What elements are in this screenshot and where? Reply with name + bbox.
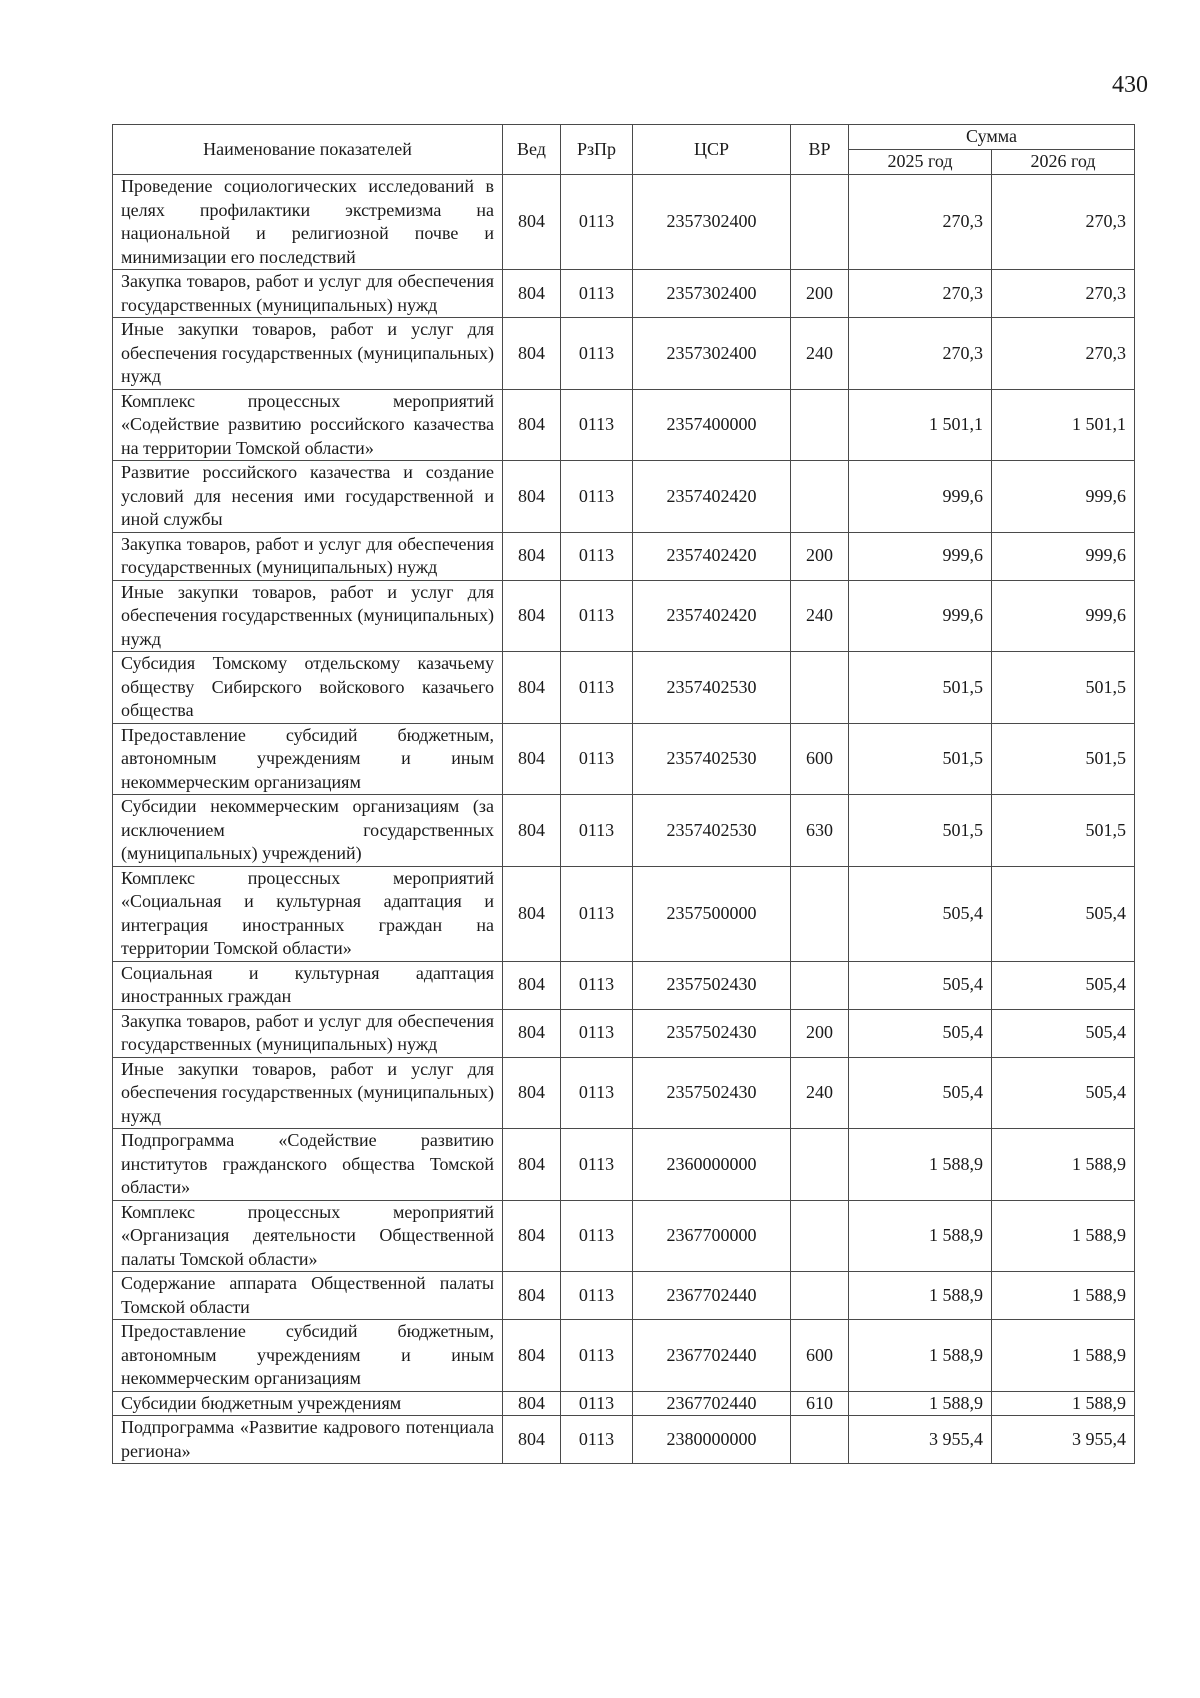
cell-rzpr: 0113	[561, 723, 633, 795]
cell-y2025: 505,4	[849, 1057, 992, 1129]
header-rzpr: РзПр	[561, 125, 633, 175]
cell-csr: 2367702440	[633, 1272, 791, 1320]
cell-name: Субсидия Томскому отдельскому казачьему обществу Сибирского войскового казачьего общества	[113, 652, 503, 724]
cell-rzpr: 0113	[561, 175, 633, 270]
cell-y2025: 3 955,4	[849, 1416, 992, 1464]
table-row	[113, 866, 1135, 961]
header-ved: Вед	[503, 125, 561, 175]
cell-vr: 200	[791, 532, 849, 580]
cell-rzpr: 0113	[561, 1057, 633, 1129]
cell-csr: 2357302400	[633, 175, 791, 270]
cell-ved: 804	[503, 652, 561, 724]
cell-vr	[791, 866, 849, 961]
cell-csr: 2357402530	[633, 652, 791, 724]
cell-name: Закупка товаров, работ и услуг для обеспечения государственных (муниципальных) нужд	[113, 1009, 503, 1057]
cell-vr: 200	[791, 270, 849, 318]
cell-y2025: 1 588,9	[849, 1320, 992, 1392]
cell-name: Закупка товаров, работ и услуг для обеспечения государственных (муниципальных) нужд	[113, 532, 503, 580]
cell-csr: 2367702440	[633, 1320, 791, 1392]
cell-name: Комплекс процессных мероприятий «Социальная и культурная адаптация и интеграция иностранных граждан на территории Томской области»	[113, 866, 503, 961]
cell-vr	[791, 961, 849, 1009]
cell-vr	[791, 1272, 849, 1320]
cell-y2025: 505,4	[849, 1009, 992, 1057]
cell-y2026: 999,6	[992, 580, 1135, 652]
header-vr: ВР	[791, 125, 849, 175]
cell-vr: 600	[791, 1320, 849, 1392]
cell-name: Иные закупки товаров, работ и услуг для обеспечения государственных (муниципальных) нужд	[113, 1057, 503, 1129]
cell-name: Закупка товаров, работ и услуг для обеспечения государственных (муниципальных) нужд	[113, 270, 503, 318]
cell-rzpr: 0113	[561, 1416, 633, 1464]
cell-rzpr: 0113	[561, 1200, 633, 1272]
cell-name: Иные закупки товаров, работ и услуг для обеспечения государственных (муниципальных) нужд	[113, 580, 503, 652]
header-year-2026: 2026 год	[992, 150, 1135, 175]
cell-csr: 2357302400	[633, 270, 791, 318]
cell-vr: 240	[791, 1057, 849, 1129]
cell-csr: 2380000000	[633, 1416, 791, 1464]
cell-vr	[791, 652, 849, 724]
table-body	[113, 175, 1135, 1464]
cell-rzpr: 0113	[561, 461, 633, 533]
cell-ved: 804	[503, 461, 561, 533]
cell-y2026: 1 588,9	[992, 1272, 1135, 1320]
cell-ved: 804	[503, 175, 561, 270]
cell-name: Предоставление субсидий бюджетным, автономным учреждениям и иным некоммерческим организациям	[113, 1320, 503, 1392]
cell-csr: 2357502430	[633, 1009, 791, 1057]
cell-csr: 2357402420	[633, 580, 791, 652]
cell-y2025: 1 588,9	[849, 1391, 992, 1416]
cell-y2025: 1 588,9	[849, 1129, 992, 1201]
cell-name: Иные закупки товаров, работ и услуг для обеспечения государственных (муниципальных) нужд	[113, 318, 503, 390]
cell-vr	[791, 1200, 849, 1272]
cell-y2026: 505,4	[992, 961, 1135, 1009]
cell-y2026: 1 588,9	[992, 1320, 1135, 1392]
cell-rzpr: 0113	[561, 961, 633, 1009]
cell-y2026: 999,6	[992, 532, 1135, 580]
table-row	[113, 270, 1135, 318]
cell-vr	[791, 1129, 849, 1201]
cell-y2025: 501,5	[849, 795, 992, 867]
table-row	[113, 1272, 1135, 1320]
cell-csr: 2357502430	[633, 1057, 791, 1129]
header-csr: ЦСР	[633, 125, 791, 175]
cell-rzpr: 0113	[561, 866, 633, 961]
cell-ved: 804	[503, 1057, 561, 1129]
cell-ved: 804	[503, 1391, 561, 1416]
cell-y2026: 501,5	[992, 652, 1135, 724]
page-number: 430	[1112, 72, 1148, 98]
budget-table	[112, 124, 1135, 1464]
cell-csr: 2357302400	[633, 318, 791, 390]
table-row	[113, 1009, 1135, 1057]
cell-rzpr: 0113	[561, 532, 633, 580]
cell-y2025: 999,6	[849, 461, 992, 533]
cell-ved: 804	[503, 1272, 561, 1320]
cell-rzpr: 0113	[561, 1272, 633, 1320]
cell-ved: 804	[503, 1129, 561, 1201]
cell-vr	[791, 389, 849, 461]
header-name: Наименование показателей	[113, 125, 503, 175]
cell-ved: 804	[503, 1009, 561, 1057]
cell-rzpr: 0113	[561, 652, 633, 724]
cell-rzpr: 0113	[561, 580, 633, 652]
cell-vr	[791, 175, 849, 270]
cell-y2026: 501,5	[992, 795, 1135, 867]
cell-vr: 240	[791, 318, 849, 390]
cell-csr: 2367702440	[633, 1391, 791, 1416]
cell-y2025: 505,4	[849, 866, 992, 961]
cell-csr: 2367700000	[633, 1200, 791, 1272]
header-year-2025: 2025 год	[849, 150, 992, 175]
table-row	[113, 318, 1135, 390]
table-row	[113, 723, 1135, 795]
cell-y2025: 270,3	[849, 318, 992, 390]
cell-rzpr: 0113	[561, 1391, 633, 1416]
cell-y2026: 1 588,9	[992, 1391, 1135, 1416]
cell-y2025: 1 501,1	[849, 389, 992, 461]
cell-y2026: 505,4	[992, 1057, 1135, 1129]
cell-y2026: 1 588,9	[992, 1200, 1135, 1272]
cell-csr: 2357502430	[633, 961, 791, 1009]
cell-y2025: 1 588,9	[849, 1272, 992, 1320]
cell-csr: 2357500000	[633, 866, 791, 961]
cell-rzpr: 0113	[561, 795, 633, 867]
header-sum: Сумма	[849, 125, 1135, 150]
cell-ved: 804	[503, 795, 561, 867]
cell-y2026: 3 955,4	[992, 1416, 1135, 1464]
cell-ved: 804	[503, 580, 561, 652]
cell-ved: 804	[503, 723, 561, 795]
cell-y2026: 501,5	[992, 723, 1135, 795]
table-row	[113, 580, 1135, 652]
cell-name: Субсидии некоммерческим организациям (за исключением государственных (муниципальных) учреждений)	[113, 795, 503, 867]
table-row	[113, 175, 1135, 270]
cell-y2025: 999,6	[849, 532, 992, 580]
cell-y2026: 270,3	[992, 318, 1135, 390]
cell-ved: 804	[503, 318, 561, 390]
cell-name: Подпрограмма «Развитие кадрового потенциала региона»	[113, 1416, 503, 1464]
cell-ved: 804	[503, 1320, 561, 1392]
cell-y2025: 501,5	[849, 652, 992, 724]
cell-csr: 2360000000	[633, 1129, 791, 1201]
cell-csr: 2357402530	[633, 795, 791, 867]
cell-name: Подпрограмма «Содействие развитию институтов гражданского общества Томской области»	[113, 1129, 503, 1201]
cell-y2025: 999,6	[849, 580, 992, 652]
cell-y2026: 1 588,9	[992, 1129, 1135, 1201]
table-row	[113, 1416, 1135, 1464]
cell-y2025: 505,4	[849, 961, 992, 1009]
table-row	[113, 532, 1135, 580]
cell-y2026: 999,6	[992, 461, 1135, 533]
table-row	[113, 389, 1135, 461]
table-row	[113, 461, 1135, 533]
table-row	[113, 1200, 1135, 1272]
cell-y2025: 501,5	[849, 723, 992, 795]
cell-rzpr: 0113	[561, 389, 633, 461]
cell-y2025: 270,3	[849, 270, 992, 318]
cell-ved: 804	[503, 1200, 561, 1272]
cell-ved: 804	[503, 961, 561, 1009]
cell-rzpr: 0113	[561, 318, 633, 390]
cell-name: Субсидии бюджетным учреждениям	[113, 1391, 503, 1416]
table-row	[113, 1129, 1135, 1201]
cell-csr: 2357402530	[633, 723, 791, 795]
table-row	[113, 961, 1135, 1009]
cell-y2026: 270,3	[992, 175, 1135, 270]
cell-ved: 804	[503, 532, 561, 580]
cell-y2026: 505,4	[992, 866, 1135, 961]
cell-y2025: 1 588,9	[849, 1200, 992, 1272]
cell-vr	[791, 461, 849, 533]
cell-csr: 2357402420	[633, 532, 791, 580]
cell-rzpr: 0113	[561, 270, 633, 318]
cell-csr: 2357402420	[633, 461, 791, 533]
cell-y2026: 505,4	[992, 1009, 1135, 1057]
cell-ved: 804	[503, 270, 561, 318]
cell-name: Предоставление субсидий бюджетным, автономным учреждениям и иным некоммерческим организациям	[113, 723, 503, 795]
cell-vr	[791, 1416, 849, 1464]
cell-rzpr: 0113	[561, 1320, 633, 1392]
cell-y2026: 270,3	[992, 270, 1135, 318]
table-row	[113, 1391, 1135, 1416]
cell-rzpr: 0113	[561, 1009, 633, 1057]
cell-ved: 804	[503, 1416, 561, 1464]
cell-name: Комплекс процессных мероприятий «Содействие развитию российского казачества на территории Томской области»	[113, 389, 503, 461]
table-row	[113, 1057, 1135, 1129]
table-row	[113, 652, 1135, 724]
cell-vr: 610	[791, 1391, 849, 1416]
cell-vr: 630	[791, 795, 849, 867]
cell-y2026: 1 501,1	[992, 389, 1135, 461]
cell-ved: 804	[503, 389, 561, 461]
cell-name: Социальная и культурная адаптация иностранных граждан	[113, 961, 503, 1009]
cell-vr: 240	[791, 580, 849, 652]
cell-csr: 2357400000	[633, 389, 791, 461]
cell-name: Комплекс процессных мероприятий «Организация деятельности Общественной палаты Томской области»	[113, 1200, 503, 1272]
cell-name: Развитие российского казачества и создание условий для несения ими государственной и иной службы	[113, 461, 503, 533]
table-row	[113, 795, 1135, 867]
cell-y2025: 270,3	[849, 175, 992, 270]
cell-ved: 804	[503, 866, 561, 961]
cell-name: Проведение социологических исследований в целях профилактики экстремизма на национальной и религиозной почве и минимизации его последствий	[113, 175, 503, 270]
cell-rzpr: 0113	[561, 1129, 633, 1201]
cell-vr: 200	[791, 1009, 849, 1057]
table-row	[113, 1320, 1135, 1392]
cell-name: Содержание аппарата Общественной палаты Томской области	[113, 1272, 503, 1320]
cell-vr: 600	[791, 723, 849, 795]
